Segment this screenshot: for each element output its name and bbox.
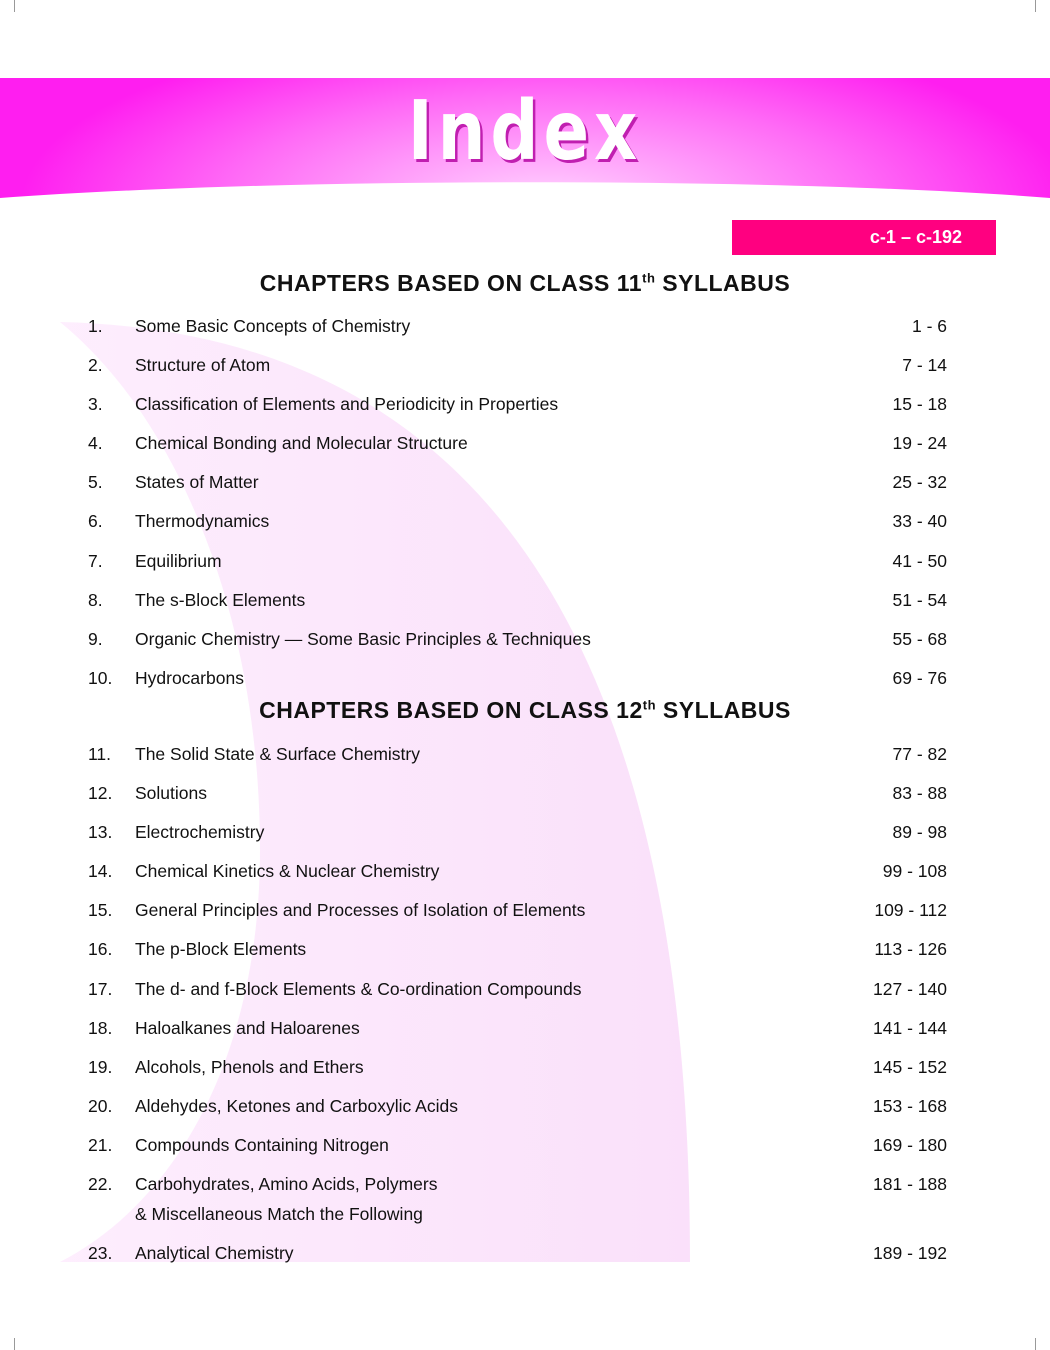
chapter-title: Some Basic Concepts of Chemistry: [135, 316, 411, 336]
heading-text: CHAPTERS BASED ON CLASS 11: [259, 270, 643, 296]
chapter-number: 10.: [88, 667, 113, 688]
chapter-title: Carbohydrates, Amino Acids, Polymers: [135, 1174, 438, 1195]
chapter-pages: 141 - 144: [873, 1017, 947, 1038]
chapter-number: 17.: [88, 978, 113, 999]
chapter-title: The s-Block Elements: [135, 589, 306, 610]
chapter-title: Hydrocarbons: [135, 667, 244, 688]
chapter-title: Analytical Chemistry: [135, 1243, 294, 1264]
chapter-number: 6.: [88, 511, 103, 532]
chapter-row[interactable]: [0, 1243, 1050, 1282]
chapter-number: 15.: [88, 900, 113, 921]
heading-text: CHAPTERS BASED ON CLASS 12: [259, 697, 643, 723]
chapter-number: 14.: [88, 861, 113, 882]
chapter-number: 9.: [88, 628, 103, 649]
chapter-list-class-11: [0, 316, 1050, 707]
chapter-number: 18.: [88, 1017, 113, 1038]
chapter-row[interactable]: [0, 1018, 1050, 1057]
chapter-pages: 99 - 108: [882, 861, 947, 882]
chapter-pages: 41 - 50: [892, 550, 947, 571]
chapter-pages: 127 - 140: [873, 978, 947, 999]
chapter-row[interactable]: [0, 551, 1050, 590]
chapter-row[interactable]: [0, 355, 1050, 394]
chapter-title: Solutions: [135, 783, 207, 804]
chapter-list-class-12: [0, 744, 1050, 1282]
chapter-number: 19.: [88, 1056, 113, 1077]
chapter-number: 4.: [88, 433, 103, 454]
chapter-title: Equilibrium: [135, 550, 222, 571]
chapter-number: 20.: [88, 1095, 113, 1116]
chapter-row[interactable]: [0, 472, 1050, 511]
chapter-pages: 109 - 112: [874, 900, 947, 921]
chapter-title: The Solid State & Surface Chemistry: [135, 744, 420, 764]
chapter-pages: 181 - 188: [873, 1174, 947, 1195]
chapter-row[interactable]: [0, 979, 1050, 1018]
chapter-title: Classification of Elements and Periodicity in Properties: [135, 394, 559, 415]
heading-superscript: th: [642, 270, 656, 286]
chapter-number: 7.: [88, 550, 103, 571]
chapter-pages: 69 - 76: [892, 667, 947, 688]
chapter-pages: 33 - 40: [892, 511, 947, 532]
chapter-title: The d- and f-Block Elements & Co-ordination Compounds: [135, 978, 582, 999]
chapter-number: 16.: [88, 939, 113, 960]
chapter-pages: 83 - 88: [892, 783, 947, 804]
section-heading-class-12: [0, 697, 1050, 724]
chapter-title: Compounds Containing Nitrogen: [135, 1134, 389, 1155]
chapter-pages: 19 - 24: [892, 433, 947, 454]
chapter-title: States of Matter: [135, 472, 259, 493]
chapter-row[interactable]: [0, 433, 1050, 472]
chapter-row[interactable]: [0, 861, 1050, 900]
chapter-row[interactable]: [0, 316, 1050, 355]
chapter-title: Electrochemistry: [135, 822, 265, 843]
chapter-title: Aldehydes, Ketones and Carboxylic Acids: [135, 1095, 458, 1116]
chapter-row[interactable]: [0, 783, 1050, 822]
chapter-title: Chemical Bonding and Molecular Structure: [135, 433, 468, 454]
chapter-pages: 145 - 152: [873, 1056, 947, 1077]
chapter-number: 21.: [88, 1134, 113, 1155]
heading-text: SYLLABUS: [655, 270, 791, 296]
chapter-number: 22.: [88, 1174, 113, 1195]
chapter-pages: 113 - 126: [874, 939, 947, 960]
chapter-row[interactable]: [0, 744, 1050, 783]
page-title: Index: [407, 84, 643, 179]
chapter-pages: 55 - 68: [892, 628, 947, 649]
chapter-number: 11.: [88, 744, 112, 764]
chapter-pages: 153 - 168: [873, 1095, 947, 1116]
chapter-row[interactable]: [0, 590, 1050, 629]
chapter-pages: 169 - 180: [873, 1134, 947, 1155]
chapter-row[interactable]: [0, 822, 1050, 861]
chapter-row[interactable]: [0, 939, 1050, 978]
chapter-title: Haloalkanes and Haloarenes: [135, 1017, 360, 1038]
chapter-pages: 89 - 98: [892, 822, 947, 843]
chapter-pages: 7 - 14: [902, 355, 947, 376]
chapter-pages: 25 - 32: [892, 472, 947, 493]
chapter-number: 23.: [88, 1243, 113, 1264]
chapter-row[interactable]: [0, 1096, 1050, 1135]
chapter-row[interactable]: [0, 900, 1050, 939]
section-heading-class-11: [0, 270, 1050, 297]
chapter-row[interactable]: [0, 394, 1050, 433]
chapter-row[interactable]: [0, 1057, 1050, 1096]
chapter-row[interactable]: [0, 1135, 1050, 1174]
chapter-pages: 51 - 54: [892, 589, 947, 610]
chapter-title: Chemical Kinetics & Nuclear Chemistry: [135, 861, 440, 882]
chapter-title-continued: & Miscellaneous Match the Following: [135, 1204, 423, 1225]
chapter-row[interactable]: [0, 1174, 1050, 1243]
heading-superscript: th: [642, 697, 657, 713]
chapter-pages: 189 - 192: [873, 1243, 947, 1264]
chapter-number: 2.: [88, 355, 103, 376]
chapter-number: 5.: [88, 472, 103, 493]
chapter-number: 3.: [88, 394, 103, 415]
page-range-badge: c-1 – c-192: [732, 220, 996, 255]
chapter-number: 13.: [88, 822, 113, 843]
chapter-title: The p-Block Elements: [135, 939, 307, 960]
chapter-title: Alcohols, Phenols and Ethers: [135, 1056, 364, 1077]
chapter-pages: 15 - 18: [892, 394, 947, 415]
chapter-number: 8.: [88, 589, 103, 610]
chapter-row[interactable]: [0, 511, 1050, 550]
chapter-title: General Principles and Processes of Isolation of Elements: [135, 900, 586, 921]
chapter-pages: 1 - 6: [911, 316, 947, 336]
chapter-number: 1.: [88, 316, 103, 336]
chapter-number: 12.: [88, 783, 113, 804]
heading-text: SYLLABUS: [656, 697, 791, 723]
chapter-title: Thermodynamics: [135, 511, 270, 532]
chapter-title: Organic Chemistry — Some Basic Principles & Techniques: [135, 628, 591, 649]
chapter-pages: 77 - 82: [892, 744, 947, 764]
chapter-title: Structure of Atom: [135, 355, 271, 376]
chapter-row[interactable]: [0, 629, 1050, 668]
